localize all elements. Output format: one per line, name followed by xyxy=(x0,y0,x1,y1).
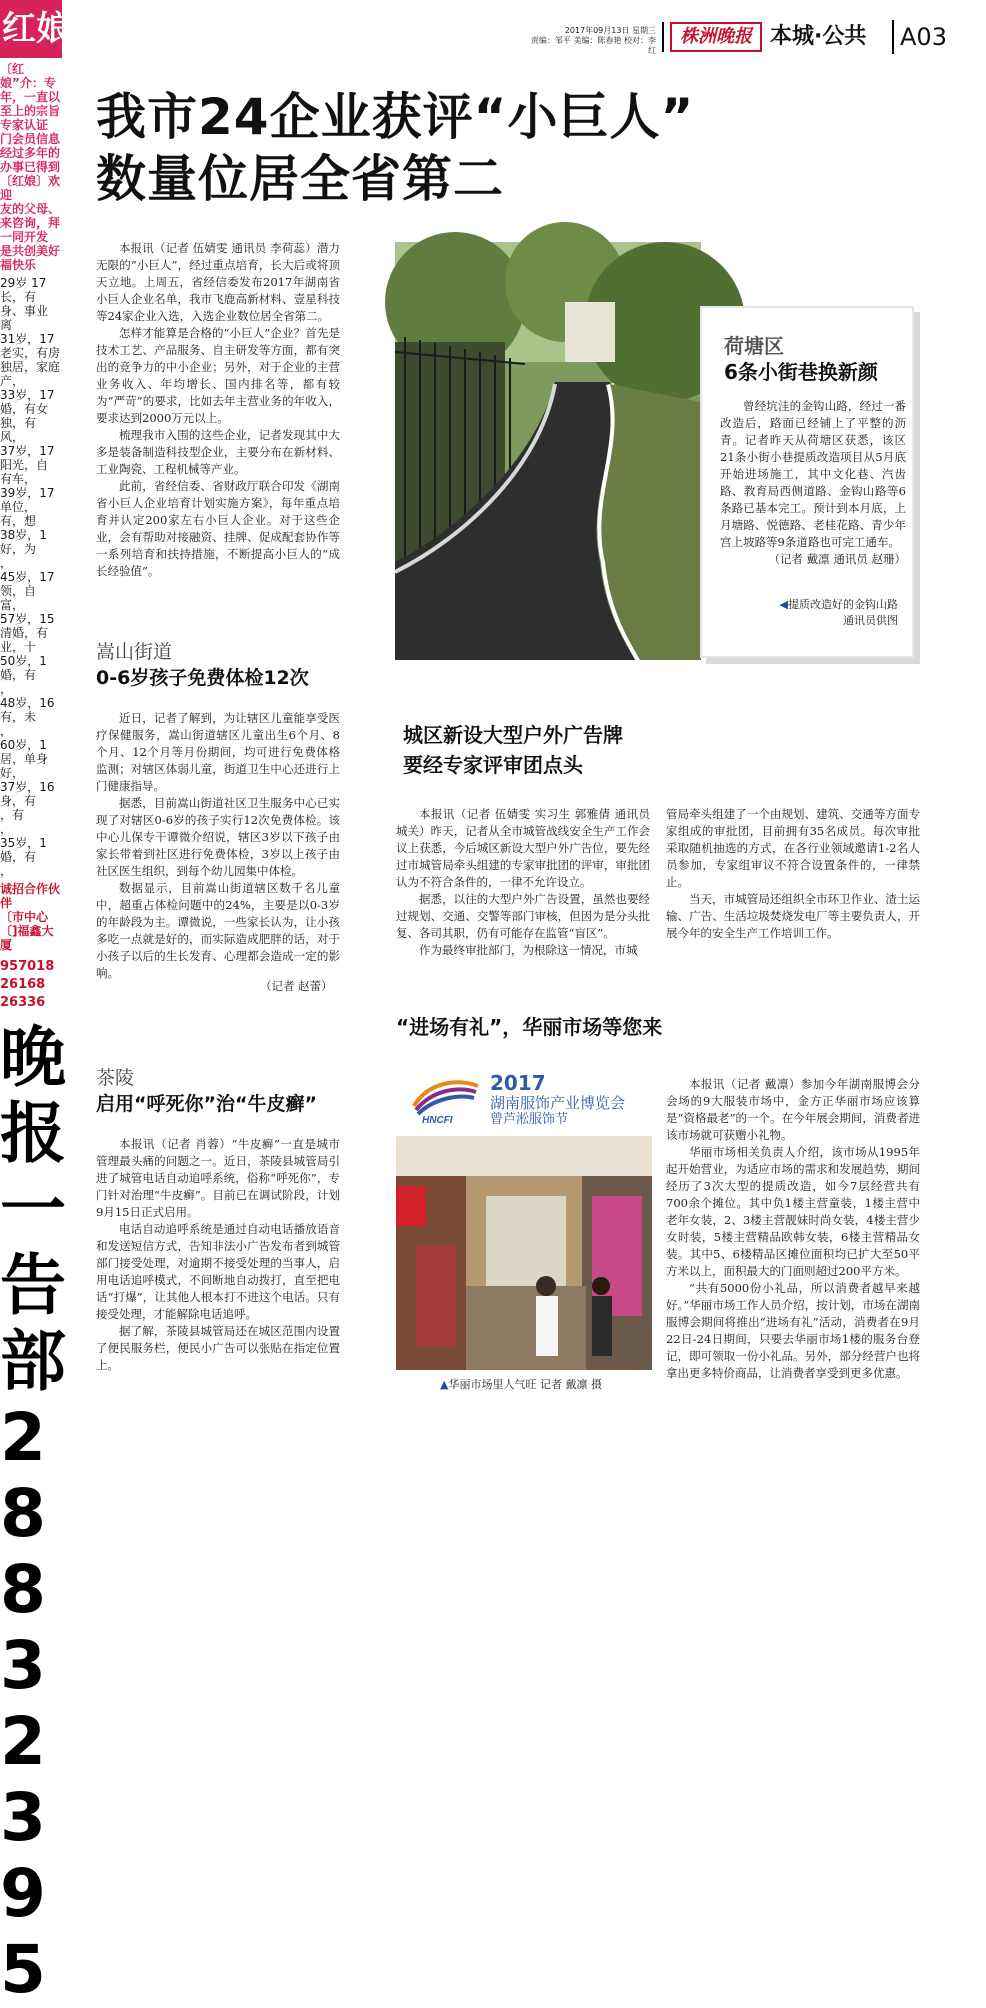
paragraph: 本报讯（记者 肖蓉）“牛皮癣”一直是城市管理最头痛的问题之一。近日，茶陵县城管局引进了城管电话自动追呼系统，俗称“呼死你”，专门针对治理“牛皮癣”。目前已在调试阶段，计划9月15日正式启用。 xyxy=(96,1137,340,1219)
header-meta xyxy=(526,26,656,56)
market-photo xyxy=(396,1136,652,1370)
sidebar-ad-line: 29岁 17 xyxy=(0,276,47,290)
sidebar-ad-line: ， xyxy=(0,822,13,836)
paragraph: 本报讯（记者 戴凛）参加今年湖南服博会分会场的9大服装市场中，金方正华丽市场应该算是“资格最老”的一个。在今年展会期间，消费者进该市场就可获赠小礼物。 xyxy=(666,1077,920,1142)
paragraph: 数据显示，目前嵩山街道辖区数千名儿童中，超重占体检问题中的24%，主要是以0-3岁的年龄段为主。谭微说，一些家长认为，让小孩多吃一点就是好的，而实际造成肥胖的话，对于小孩子以后的生长发育、心理都会造成一定的影响。 xyxy=(96,881,340,980)
header-divider xyxy=(662,22,664,52)
sidebar-line: 是共创美好 xyxy=(0,244,61,258)
sidebar-line: 〔红娘〕欢迎 xyxy=(0,174,61,202)
article-title: 0-6岁孩子免费体检12次 xyxy=(96,667,309,689)
sidebar-ad-line: ， xyxy=(0,724,13,738)
header-divider xyxy=(892,20,894,54)
sidebar-line: 〔红娘”介：专 xyxy=(0,62,56,90)
sidebar-ad-line: 48岁，16 xyxy=(0,696,55,710)
sidebar-ad-line: 33岁，17 xyxy=(0,388,55,402)
sidebar-ad-line: 独，有 xyxy=(0,416,37,430)
sidebar-line: 诚招合作伙伴 xyxy=(0,882,61,910)
sidebar-ad-line: 清婚，有 xyxy=(0,626,49,640)
paragraph: 据悉，以往的大型户外广告设置，虽然也要经过规划、交通、交警等部门审核，但因为是分头批复、各司其职，仍有可能存在监管“盲区”。 xyxy=(396,892,650,940)
sidebar-ad-line: 居，单身 xyxy=(0,752,49,766)
paragraph: 曾经坑洼的金钩山路，经过一番改造后，路面已经铺上了平整的沥青。记者昨天从荷塘区获悉，该区21条小街小巷提质改造项目从5月底开始进场施工，其中文化巷、汽齿路、教育局西侧道路、金钩山路等6条路已基本完工。预计到本月底，上月塘路、悦德路、老桂花路、青少年宫上坡路等9条道路也可完工通车。 xyxy=(720,399,906,549)
sidebar-ad-line: 风， xyxy=(0,430,25,444)
triangle-marker-icon: ◀ xyxy=(779,598,788,611)
sidebar-big-char: 3 xyxy=(0,1779,46,1856)
article-byline: （记者 赵蕾） xyxy=(260,979,333,993)
sidebar-line: 办事已得到 xyxy=(0,160,61,174)
section-name: 本城·公共 xyxy=(770,24,867,49)
sidebar-ad-line: 长，有 xyxy=(0,290,37,304)
paragraph: 近日，记者了解到，为让辖区儿童能享受医疗保健服务，嵩山街道辖区儿童出生6个月、8个月、12个月等月份期间，均可进行免费体格监测；对辖区体弱儿童，街道卫生中心还进行上门健康指导。 xyxy=(96,711,340,793)
caption-text: 华丽市场里人气旺 记者 戴凛 摄 xyxy=(448,1378,602,1391)
sidebar-ad-line: 60岁，1 xyxy=(0,738,47,752)
photo-caption xyxy=(748,597,898,629)
sidebar-ad-line: 独居，家庭 xyxy=(0,360,61,374)
sidebar-ad-line: 45岁，17 xyxy=(0,570,55,584)
sidebar-ad-line: ， xyxy=(0,556,13,570)
caption-credit: 通讯员供图 xyxy=(843,614,898,627)
sidebar-phone: 26336 xyxy=(0,995,46,1010)
sidebar-phones xyxy=(0,958,62,1012)
paragraph: 怎样才能算是合格的“小巨人”企业？首先是技术工艺、产品服务、自主研发等方面，都有突出的竞争力的中小企业；另外，对于企业的主营业务收入、年均增长、国内排名等，都有较为“严苛”的要求，比如去年主营业务的年收入，要求达到2000万元以上。 xyxy=(96,326,340,425)
sidebar-ad-line: 富， xyxy=(0,598,25,612)
expo-logo-icon xyxy=(408,1076,482,1124)
sidebar-big-char: 部 xyxy=(0,1323,66,1400)
sidebar-ad-line: 38岁，1 xyxy=(0,528,47,542)
sidebar-line: 一同开发 xyxy=(0,230,49,244)
sidebar-ads xyxy=(0,276,62,878)
headline-line-1: 我市24企业获评“小巨人” xyxy=(96,88,695,146)
sidebar-line: 年，一直以 xyxy=(0,90,61,104)
expo-logo-text: HNCFI xyxy=(422,1115,453,1126)
article-title: 城区新设大型户外广告牌 xyxy=(403,723,623,747)
sidebar-line: 专家认证 xyxy=(0,118,49,132)
sidebox-byline: （记者 戴凛 通讯员 赵珊） xyxy=(768,552,906,566)
sidebar-ad-line: 老实，有房 xyxy=(0,346,61,360)
paragraph: 据悉，目前嵩山街道社区卫生服务中心已实现了对辖区0-6岁的孩子实行12次免费体检。该中心儿保专干谭微介绍说，辖区3岁以下孩子由家长带着到社区进行免费体检，3岁以上孩子由社区医生组织，到每个幼儿园集中体检。 xyxy=(96,796,340,878)
sidebar-big-char: 晚 xyxy=(0,1019,66,1096)
sidebar-line: 门会员信息 xyxy=(0,132,61,146)
sidebar-ad-line: 领，自 xyxy=(0,584,37,598)
sidebar-ad-line: 有，想 xyxy=(0,514,37,528)
sidebar-big-char: 告 xyxy=(0,1247,66,1324)
sidebar-tag: 红娘 xyxy=(0,0,62,58)
article-body xyxy=(96,1136,340,1374)
header-date: 2017年09月13日 星期三 xyxy=(564,26,656,35)
paragraph: 梳理我市入围的这些企业，记者发现其中大多是装备制造科技型企业，主要分布在新材料、工业陶瓷、工程机械等产业。 xyxy=(96,428,340,476)
sidebar-big-char: 9 xyxy=(0,1855,46,1932)
photo-caption xyxy=(440,1376,602,1392)
sidebar-ad-line: 产， xyxy=(0,374,25,388)
sidebox-kicker: 荷塘区 xyxy=(724,334,784,358)
sidebar-ad-line: 婚，有女 xyxy=(0,402,49,416)
sidebar-line: 友的父母、 xyxy=(0,202,61,216)
sidebar-ad-line: 婚，有 xyxy=(0,850,37,864)
sidebar-ad-line: 好，为 xyxy=(0,542,37,556)
article-title: 启用“呼死你”治“牛皮癣” xyxy=(96,1093,317,1115)
sidebar-ad-line: 有，未 xyxy=(0,710,37,724)
sidebar-line: 〔市中心 xyxy=(0,910,49,924)
article-body xyxy=(96,710,340,982)
headline-line-2: 数量位居全省第二 xyxy=(96,150,504,208)
road-photo-illustration xyxy=(395,242,701,660)
sidebar-ad-line: 31岁，17 xyxy=(0,332,55,346)
paragraph: 据了解，茶陵县城管局还在城区范围内设置了便民服务栏，便民小广告可以张贴在指定位置上。 xyxy=(96,1324,340,1372)
sidebar-line: 〔]福鑫大厦 xyxy=(0,924,54,952)
article-subtitle: 要经专家评审团点头 xyxy=(403,753,583,777)
sidebar-phone: 26168 xyxy=(0,977,46,992)
sidebar-ad-line: 37岁，16 xyxy=(0,780,55,794)
article-body-col-1 xyxy=(396,806,650,959)
paragraph: 管局牵头组建了一个由规划、建筑、交通等方面专家组成的审批团，目前拥有35名成员。每次审批采取随机抽选的方式，在各行业领域邀请1-2名人员参加，专家组审议不符合设置条件的，一律禁止。 xyxy=(666,807,920,889)
sidebar-ad-line: 57岁，15 xyxy=(0,612,55,626)
expo-subname: 曾芦淞服饰节 xyxy=(490,1112,569,1127)
sidebar-line: 福快乐 xyxy=(0,258,37,272)
sidebar-ad-line: ， xyxy=(0,682,13,696)
paragraph: “共有5000份小礼品，所以消费者越早来越好。”华丽市场工作人员介绍，按计划，市场在湖南服博会期间将推出“进场有礼”活动，消费者在9月22日-24日期间，只要去华丽市场1楼的服务台登记，即可领取一份小礼品。另外，部分经营户也将拿出更多特价商品，让消费者享受到更多优惠。 xyxy=(666,1281,920,1380)
paragraph: 当天，市城管局还组织全市环卫作业、渣土运输、广告、生活垃圾焚烧发电厂等主要负责人，开展今年的安全生产工作培训工作。 xyxy=(666,892,920,940)
triangle-marker-icon: ▲ xyxy=(440,1378,449,1391)
main-headline xyxy=(96,86,694,210)
sidebar-big-char: 2 xyxy=(0,1399,46,1476)
sidebar-ad-line: 单位， xyxy=(0,500,37,514)
header-editors: 责编：邹平 美编：陈春艳 校对：李红 xyxy=(530,36,656,55)
expo-logo xyxy=(408,1076,482,1124)
sidebar-line: 至上的宗旨 xyxy=(0,104,61,118)
sidebar-big-text xyxy=(0,1019,66,2008)
caption-line: 提质改造好的金钩山路 xyxy=(788,598,898,611)
sidebar-blurb xyxy=(0,62,62,272)
sidebar-phone: 957018 xyxy=(0,959,55,974)
sidebar-ad-line: 39岁，17 xyxy=(0,486,55,500)
market-photo-illustration xyxy=(396,1136,652,1370)
sidebar-ad-line: 离 xyxy=(0,318,13,332)
sidebar-ad-line: ，有 xyxy=(0,808,25,822)
page-number: A03 xyxy=(900,23,947,51)
sidebar-ad-line: 婚，有 xyxy=(0,668,37,682)
paragraph: 本报讯（记者 伍婧雯 实习生 郭雅倩 通讯员 城关）昨天，记者从全市城管战线安全生产工作会议上获悉，今后城区新设大型户外广告位，要先经过市城管局牵头组建的专家审批团的评审，审批团认为不符合条件的，一律不允许设立。 xyxy=(396,807,650,889)
article-main-body xyxy=(96,240,340,580)
sidebar-ad-line: 有车， xyxy=(0,472,37,486)
sidebar-ad-line: 身，有 xyxy=(0,794,37,808)
sidebar-join xyxy=(0,882,62,952)
sidebar-ad-line: 35岁，1 xyxy=(0,836,47,850)
sidebox-body xyxy=(720,398,906,568)
sidebar-column xyxy=(0,62,66,2008)
expo-year: 2017 xyxy=(490,1071,546,1095)
sidebar-ad-line: 好， xyxy=(0,766,25,780)
paragraph: 电话自动追呼系统是通过自动电话播放语音和发送短信方式，告知非法小广告发布者到城管部门接受处理，对逾期不接受处理的当事人，启用电话追呼模式，不间断地自动拨打，直至把电话“打爆”，让其他人根本打不进这个电话。只有接受处理，才能解除电话追呼。 xyxy=(96,1222,340,1321)
sidebar-ad-line: 37岁，17 xyxy=(0,444,55,458)
sidebox-title: 6条小街巷换新颜 xyxy=(724,360,878,384)
sidebar-line: 来咨询，拜 xyxy=(0,216,61,230)
article-kicker: 茶陵 xyxy=(96,1067,135,1089)
article-title: “进场有礼”，华丽市场等您来 xyxy=(396,1015,663,1039)
expo-name: 湖南服饰产业博览会 xyxy=(490,1094,626,1112)
sidebar-ad-line: 业，十 xyxy=(0,640,37,654)
sidebar-ad-line: 阳光，自 xyxy=(0,458,49,472)
sidebar-ad-line: 身、事业 xyxy=(0,304,49,318)
sidebar-big-char: 5 xyxy=(0,1931,46,2008)
article-kicker: 嵩山街道 xyxy=(96,641,173,663)
sidebar-ad-line: ， xyxy=(0,864,13,878)
paragraph: 作为最终审批部门，为根除这一情况，市城 xyxy=(419,943,638,957)
article-body xyxy=(666,1076,920,1382)
newspaper-logo: 株洲晚报 xyxy=(670,22,762,52)
sidebar-big-char: 报 xyxy=(0,1095,66,1172)
paragraph: 本报讯（记者 伍婧雯 通讯员 李荷蕊）潜力无限的“小巨人”，经过重点培育，长大后或将顶天立地。上周五，省经信委发布2017年湖南省小巨人企业名单，我市飞鹿高新材料、壹星科技等24家企业入选，入选企业数位居全省第二。 xyxy=(96,241,340,323)
article-body-col-2 xyxy=(666,806,920,942)
sidebar-big-char: 3 xyxy=(0,1627,46,1704)
paragraph: 华丽市场相关负责人介绍，该市场从1995年起开始营业，为适应市场的需求和发展趋势，期间经历了3次大型的提质改造，如今7层经营共有700余个摊位。其中负1楼主营童装，1楼主营中老年女装，2、3楼主营靓妹时尚女装，4楼主营少女时装，5楼主营精品欧韩女装，6楼主营精品女装。其中5、6楼精品区摊位面积均已扩大至50平方米以上，面积最大的门面则超过200平方米。 xyxy=(666,1145,920,1278)
sidebar-line: 经过多年的 xyxy=(0,146,61,160)
road-photo xyxy=(395,242,701,660)
sidebar-ad-line: 50岁，1 xyxy=(0,654,47,668)
sidebar-big-char: 一 xyxy=(0,1171,66,1248)
sidebar-big-char: 2 xyxy=(0,1703,46,1780)
paragraph: 此前，省经信委、省财政厅联合印发《湖南省小巨人企业培育计划实施方案》，每年重点培育并认定200家左右小巨人企业。对于这些企业，会有帮助对接融资、挂牌、促成配套协作等一系列培育和扶持措施，不断提高小巨人的“成长经验值”。 xyxy=(96,479,340,578)
sidebar-big-char: 8 xyxy=(0,1551,46,1628)
sidebar-big-char: 8 xyxy=(0,1475,46,1552)
